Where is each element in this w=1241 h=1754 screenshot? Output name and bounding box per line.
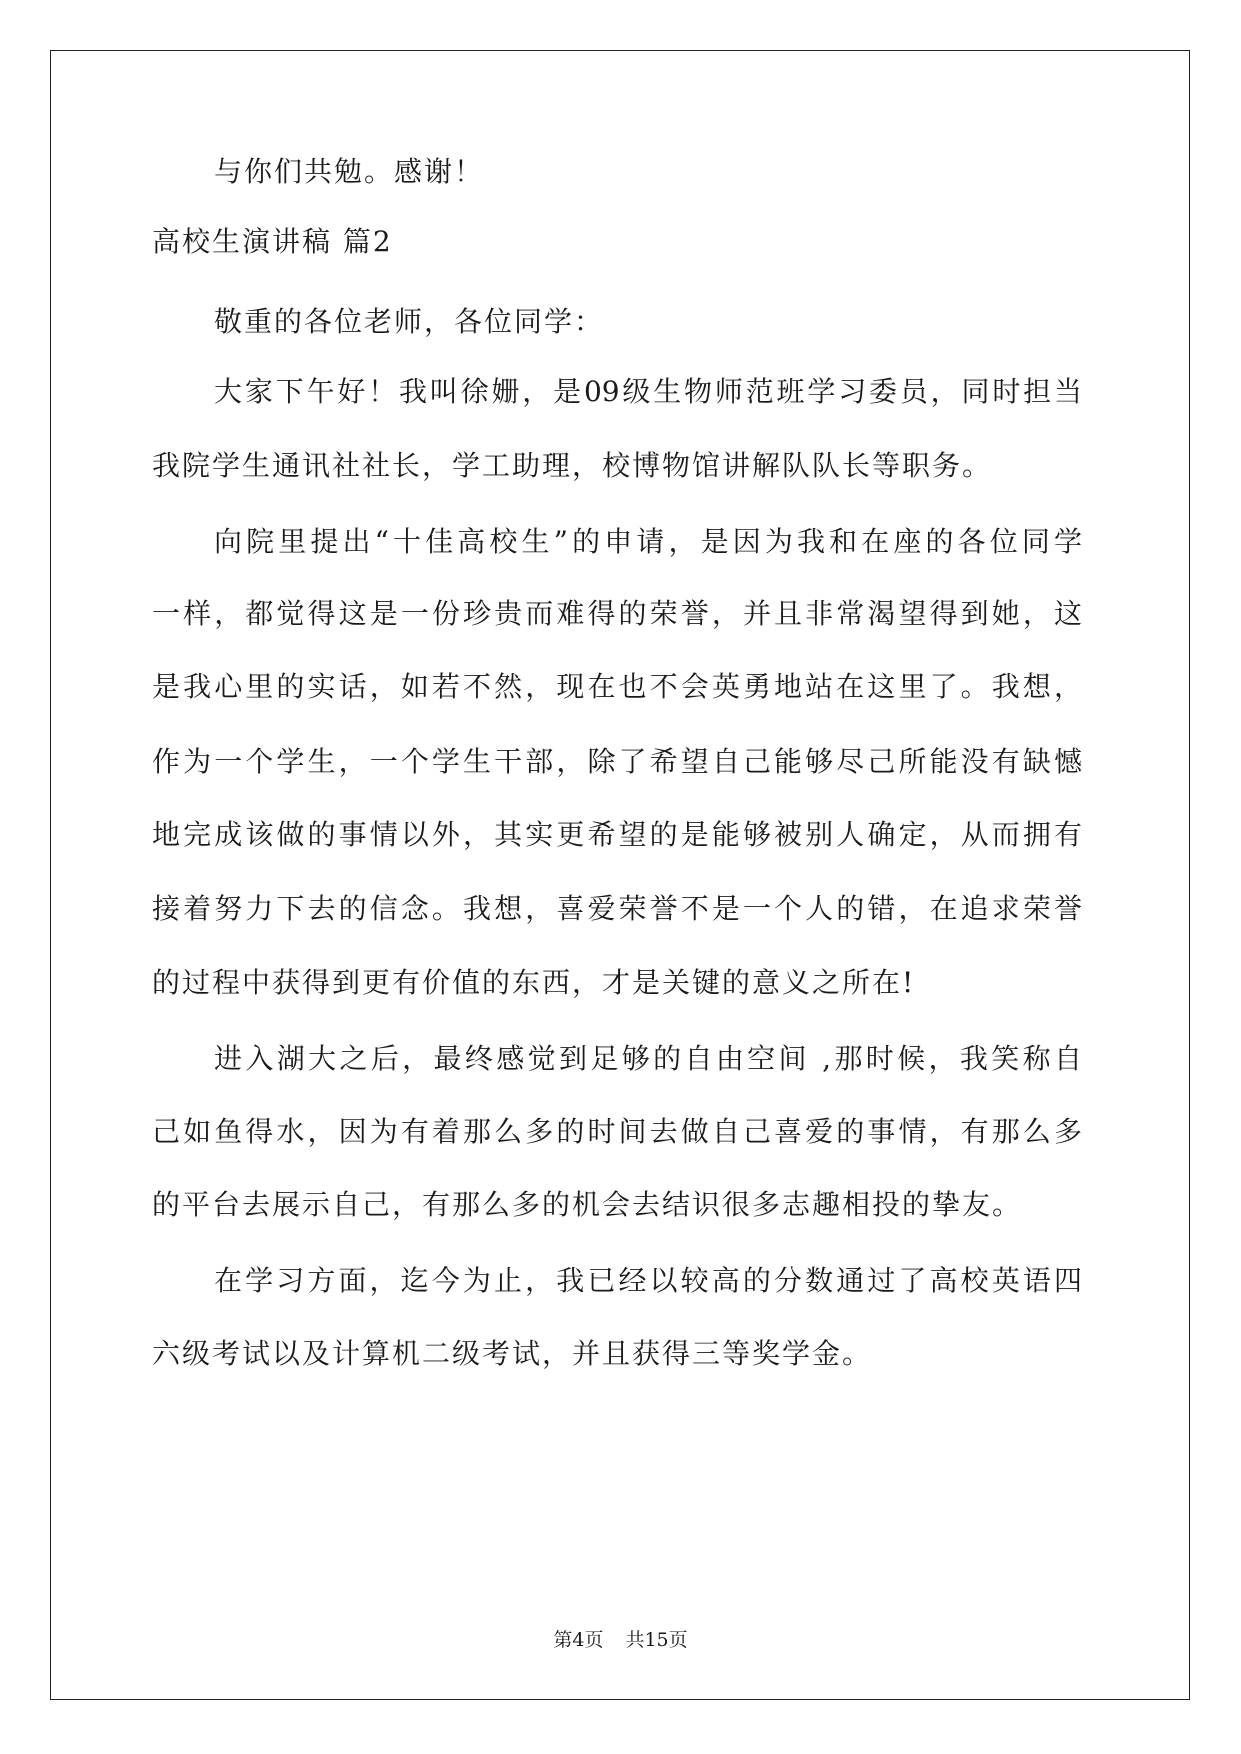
page-number: 第4页 <box>553 1629 604 1651</box>
body-line: 的过程中获得到更有价值的东西，才是关键的意义之所在! <box>152 966 916 999</box>
body-line: 作为一个学生，一个学生干部，除了希望自己能够尽己所能没有缺憾 <box>152 745 1082 778</box>
page-border <box>50 50 1190 1700</box>
body-line: 我院学生通讯社社长，学工助理，校博物馆讲解队队长等职务。 <box>152 449 993 482</box>
salutation-line: 敬重的各位老师，各位同学： <box>214 305 605 338</box>
body-line: 的平台去展示自己，有那么多的机会去结识很多志趣相投的挚友。 <box>152 1188 1023 1221</box>
body-line: 在学习方面，迄今为止，我已经以较高的分数通过了高校英语四 <box>214 1264 1082 1297</box>
body-line: 接着努力下去的信念。我想，喜爱荣誉不是一个人的错，在追求荣誉 <box>152 892 1082 925</box>
paragraph-closing-line: 与你们共勉。感谢！ <box>214 155 485 188</box>
body-line: 向院里提出“十佳高校生”的申请，是因为我和在座的各位同学 <box>214 525 1082 558</box>
body-line: 是我心里的实话，如若不然，现在也不会英勇地站在这里了。我想， <box>152 670 1082 703</box>
body-line: 大家下午好！我叫徐姗，是09级生物师范班学习委员，同时担当 <box>214 375 1082 408</box>
section-heading: 高校生演讲稿 篇2 <box>152 225 393 258</box>
body-line: 六级考试以及计算机二级考试，并且获得三等奖学金。 <box>152 1337 873 1370</box>
body-line: 进入湖大之后，最终感觉到足够的自由空间 ,那时候，我笑称自 <box>214 1042 1082 1075</box>
body-line: 地完成该做的事情以外，其实更希望的是能够被别人确定，从而拥有 <box>152 818 1082 851</box>
body-line: 己如鱼得水，因为有着那么多的时间去做自己喜爱的事情，有那么多 <box>152 1115 1082 1148</box>
page-footer <box>0 1627 1241 1653</box>
page-total: 共15页 <box>625 1629 688 1651</box>
body-line: 一样，都觉得这是一份珍贵而难得的荣誉，并且非常渴望得到她，这 <box>152 597 1082 630</box>
